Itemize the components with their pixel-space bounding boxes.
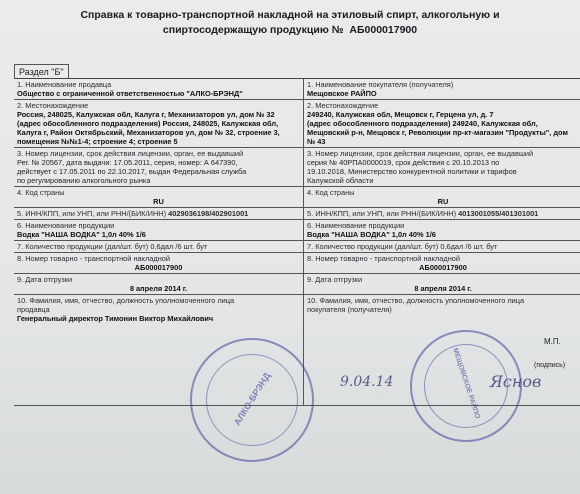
buyer-name-value: Мещовское РАЙПО <box>307 89 377 98</box>
seller-waybill-cell <box>14 253 304 273</box>
buyer-address-line: 249240, Калужская обл, Мещовск г, Герцена ул, д. 7 <box>307 110 494 119</box>
seller-waybill-label: 8. Номер товарно - транспортной накладной <box>17 254 171 263</box>
buyer-name-label: 1. Наименование покупателя (получателя) <box>307 80 454 89</box>
seller-address-line: помещения №№1-4; строение 4; строение 5 <box>17 137 178 146</box>
seller-quantity-label: 7. Количество продукции (дал/шт. бут) <box>17 242 149 251</box>
seller-address-line: (адрес обособленного подразделения) Россия, 248025, Калужская обл, <box>17 119 279 128</box>
seller-license-line: по регулированию алкогольного рынка <box>17 176 151 185</box>
seller-inn-label: 5. ИНН/КПП, или УНП, или РНН/(БИК/ИНН) <box>17 209 167 218</box>
buyer-rep-label: 10. Фамилия, имя, отчество, должность уполномоченного лица <box>307 296 525 305</box>
buyer-inn-cell <box>304 208 580 219</box>
seller-license-label: 3. Номер лицензии, срок действия лицензии, орган, ее выдавший <box>17 149 244 158</box>
buyer-country-label: 4. Код страны <box>307 188 355 197</box>
row-6 <box>14 220 580 241</box>
buyer-license-label: 3. Номер лицензии, срок действия лицензии, орган, ее выдавший <box>307 149 534 158</box>
seller-ship-date-value: 8 апреля 2014 г. <box>129 284 188 293</box>
seller-name-cell <box>14 79 304 99</box>
buyer-waybill-cell <box>304 253 580 273</box>
seller-quantity-value: 0,6дал /6 шт. бут <box>150 242 208 251</box>
buyer-address-label: 2. Местонахождение <box>307 101 379 110</box>
seller-address-line: Калуга г, Район Октябрьский, Механизаторов ул, дом № 32, строение 3, <box>17 128 280 137</box>
seller-stamp-icon <box>190 338 314 462</box>
seller-country-label: 4. Код страны <box>17 188 65 197</box>
buyer-quantity-cell <box>304 241 580 252</box>
row-3 <box>14 148 580 187</box>
title-line-2-text: спиртосодержащую продукцию № <box>162 24 344 36</box>
seller-product-label: 6. Наименование продукции <box>17 221 115 230</box>
seller-inn-cell <box>14 208 304 219</box>
buyer-license-cell <box>304 148 580 186</box>
mp-label: М.П. <box>544 337 561 346</box>
buyer-ship-date-value: 8 апреля 2014 г. <box>414 284 472 293</box>
seller-name-label: 1. Наименование продавца <box>17 80 112 89</box>
buyer-license-line: Калужской области <box>307 176 374 185</box>
signature-label: (подпись) <box>534 362 566 369</box>
buyer-license-line: 19.10.2018, Министерство конкурентной политики и тарифов <box>307 167 517 176</box>
seller-product-value: Водка "НАША ВОДКА" 1,0л 40% 1/6 <box>17 230 146 239</box>
buyer-country-cell <box>304 187 580 207</box>
row-1 <box>14 79 580 100</box>
buyer-address-line: № 43 <box>307 137 326 146</box>
seller-address-label: 2. Местонахождение <box>17 101 89 110</box>
seller-license-cell <box>14 148 304 186</box>
buyer-quantity-value: 0,6дал /6 шт. бут <box>440 242 498 251</box>
row-8 <box>14 253 580 274</box>
document-title <box>40 8 540 38</box>
buyer-product-label: 6. Наименование продукции <box>307 221 405 230</box>
buyer-waybill-value: АБ000017900 <box>419 263 467 272</box>
handwritten-signature: Яснов <box>490 372 542 391</box>
buyer-quantity-label: 7. Количество продукции (дал/шт. бут) <box>307 242 439 251</box>
title-line-2 <box>40 23 540 38</box>
seller-stamp-text: АЛКО-БРЭНД <box>231 370 273 428</box>
buyer-stamp-text: МЕЩОВСКОЕ РАЙПО <box>451 347 481 420</box>
buyer-address-line: Мещовский р-н, Мещовск г, Революции пр-кт-магазин "Продукты", дом <box>307 128 568 137</box>
seller-name-value: Общество с ограниченной ответственностью "АЛКО-БРЭНД" <box>17 89 243 98</box>
seller-ship-date-cell <box>14 274 304 294</box>
seller-country-value: RU <box>153 197 164 206</box>
seller-address-line: Россия, 248025, Калужская обл, Калуга г, Механизаторов ул, дом № 32 <box>17 110 275 119</box>
buyer-ship-date-cell <box>304 274 580 294</box>
row-5 <box>14 208 580 220</box>
title-line-1: Справка к товарно-транспортной накладной на этиловый спирт, алкогольную и <box>80 9 500 21</box>
row-2 <box>14 100 580 148</box>
buyer-country-value: RU <box>437 197 449 206</box>
seller-address-cell <box>14 100 304 147</box>
buyer-address-line: (адрес обособленного подразделения) 249240, Калужская обл, <box>307 119 538 128</box>
seller-inn-value: 4029036198/402901001 <box>168 209 249 218</box>
seller-waybill-value: АБ000017900 <box>134 263 183 272</box>
buyer-rep-sub: покупателя (получателя) <box>307 305 392 314</box>
buyer-product-value: Водка "НАША ВОДКА" 1,0л 40% 1/6 <box>307 230 436 239</box>
seller-license-line: Рег. № 20567, дата выдачи: 17.05.2011, серия, номер: А 647390, <box>17 158 238 167</box>
handwritten-date: 9.04.14 <box>340 374 394 390</box>
seller-rep-sub: продавца <box>17 305 50 314</box>
buyer-address-cell <box>304 100 580 147</box>
buyer-inn-value: 4013001055/401301001 <box>458 209 539 218</box>
row-7 <box>14 241 580 253</box>
buyer-inn-label: 5. ИНН/КПП, или УНП, или РНН/(БИК/ИНН) <box>307 209 457 218</box>
buyer-ship-date-label: 9. Дата отгрузки <box>307 275 363 284</box>
seller-license-line: действует с 17.05.2011 по 22.10.2017, выдан Федеральная служба <box>17 167 247 176</box>
section-label: Раздел "Б" <box>14 64 69 79</box>
buyer-license-line: серия № 40РПА0000019, срок действия с 20.10.2013 по <box>307 158 500 167</box>
seller-ship-date-label: 9. Дата отгрузки <box>17 275 73 284</box>
row-9 <box>14 274 580 295</box>
buyer-product-cell <box>304 220 580 240</box>
buyer-waybill-label: 8. Номер товарно - транспортной накладной <box>307 254 461 263</box>
buyer-name-cell <box>304 79 580 99</box>
seller-rep-value: Генеральный директор Тимонин Виктор Михайлович <box>17 314 214 323</box>
title-number: АБ000017900 <box>349 24 418 36</box>
seller-quantity-cell <box>14 241 304 252</box>
seller-rep-label: 10. Фамилия, имя, отчество, должность уполномоченного лица <box>17 296 235 305</box>
seller-country-cell <box>14 187 304 207</box>
row-4 <box>14 187 580 208</box>
seller-product-cell <box>14 220 304 240</box>
